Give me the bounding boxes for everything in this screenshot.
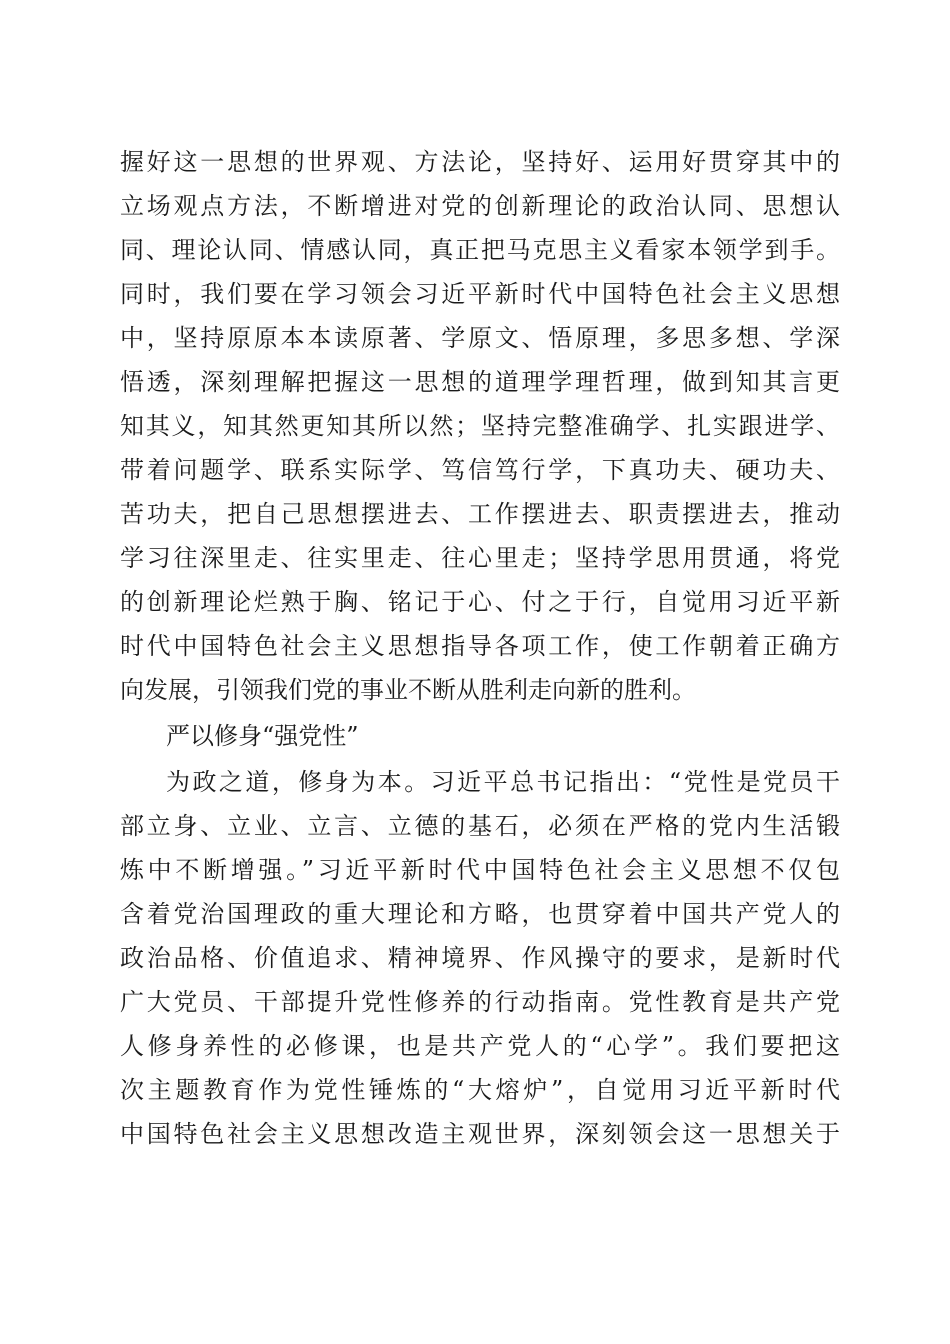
- paragraph-2-line-3: 炼中不断增强。”习近平新时代中国特色社会主义思想不仅包: [120, 856, 840, 884]
- paragraph-1-line-2: 立场观点方法，不断增进对党的创新理论的政治认同、思想认: [120, 192, 840, 220]
- paragraph-1-line-10: 学习往深里走、往实里走、往心里走；坚持学思用贯通，将党: [120, 544, 840, 572]
- paragraph-2-line-1: 为政之道，修身为本。习近平总书记指出：“党性是党员干: [166, 768, 840, 796]
- paragraph-1-line-5: 中，坚持原原本本读原著、学原文、悟原理，多思多想、学深: [120, 324, 840, 352]
- paragraph-2-line-2: 部立身、立业、立言、立德的基石，必须在严格的党内生活锻: [120, 812, 840, 840]
- paragraph-2-line-5: 政治品格、价值追求、精神境界、作风操守的要求，是新时代: [120, 944, 840, 972]
- paragraph-2-line-7: 人修身养性的必修课，也是共产党人的“心学”。我们要把这: [120, 1032, 840, 1060]
- paragraph-1-line-6: 悟透，深刻理解把握这一思想的道理学理哲理，做到知其言更: [120, 368, 840, 396]
- paragraph-1-line-8: 带着问题学、联系实际学、笃信笃行学，下真功夫、硬功夫、: [120, 456, 840, 484]
- paragraph-2-line-8: 次主题教育作为党性锤炼的“大熔炉”，自觉用习近平新时代: [120, 1076, 840, 1104]
- section-heading: 严以修身“强党性”: [166, 722, 359, 750]
- paragraph-1-line-7: 知其义，知其然更知其所以然；坚持完整准确学、扎实跟进学、: [120, 412, 840, 440]
- paragraph-1-line-11: 的创新理论烂熟于胸、铭记于心、付之于行，自觉用习近平新: [120, 588, 840, 616]
- paragraph-1-line-4: 同时，我们要在学习领会习近平新时代中国特色社会主义思想: [120, 280, 840, 308]
- paragraph-2-line-4: 含着党治国理政的重大理论和方略，也贯穿着中国共产党人的: [120, 900, 840, 928]
- paragraph-1-line-3: 同、理论认同、情感认同，真正把马克思主义看家本领学到手。: [120, 236, 840, 264]
- paragraph-2-line-9: 中国特色社会主义思想改造主观世界，深刻领会这一思想关于: [120, 1120, 840, 1148]
- paragraph-1-line-9: 苦功夫，把自己思想摆进去、工作摆进去、职责摆进去，推动: [120, 500, 840, 528]
- paragraph-1-line-1: 握好这一思想的世界观、方法论，坚持好、运用好贯穿其中的: [120, 148, 840, 176]
- paragraph-2-line-6: 广大党员、干部提升党性修养的行动指南。党性教育是共产党: [120, 988, 840, 1016]
- paragraph-1-line-12: 时代中国特色社会主义思想指导各项工作，使工作朝着正确方: [120, 632, 840, 660]
- paragraph-1-line-13: 向发展，引领我们党的事业不断从胜利走向新的胜利。: [120, 676, 696, 704]
